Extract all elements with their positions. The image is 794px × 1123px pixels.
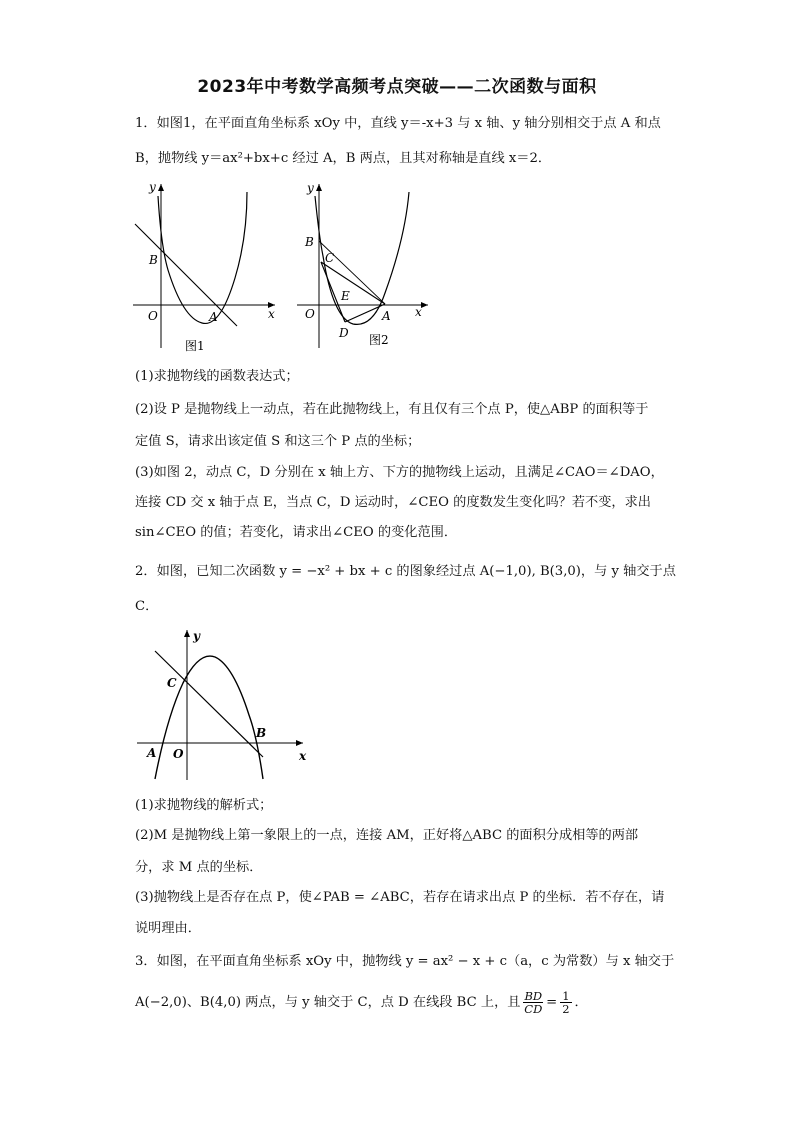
q1-figure-2 — [293, 178, 438, 358]
q2-part2-line2: 分，求 M 点的坐标． — [135, 860, 263, 875]
fig2-label-o: O — [305, 307, 315, 321]
fig1-label-y: y — [149, 180, 156, 194]
q2-part1: (1)求抛物线的解析式； — [135, 798, 273, 813]
q1-part3-line2: 连接 CD 交 x 轴于点 E，当点 C，D 运动时，∠CEO 的度数发生变化吗？若不变，求出 — [135, 495, 651, 510]
q3-frac-den: CD — [524, 1002, 543, 1016]
fig-q2-label-o: O — [173, 747, 184, 761]
q1-figure-1 — [125, 178, 285, 358]
q1-part2-line2: 定值 S，请求出该定值 S 和这三个 P 点的坐标； — [135, 434, 421, 449]
fig-q2-label-c: C — [167, 676, 177, 690]
q1-part1: (1)求抛物线的函数表达式； — [135, 369, 299, 384]
q3-line2-text: A(−2,0)、B(4,0) 两点，与 y 轴交于 C，点 D 在线段 BC 上，且 — [135, 994, 521, 1010]
fig-q2-label-x: x — [299, 749, 307, 763]
q2-part3-line2: 说明理由． — [135, 921, 201, 936]
fig2-label-x: x — [415, 305, 422, 319]
q3-half-den: 2 — [562, 1002, 570, 1016]
fig1-label-x: x — [268, 307, 275, 321]
q1-part2-line1: (2)设 P 是抛物线上一动点，若在此抛物线上，有且仅有三个点 P，使△ABP 的面积等于 — [135, 402, 649, 417]
fig2-label-y: y — [307, 181, 314, 195]
fig1-label-o: O — [148, 309, 158, 323]
fig-q2-label-b: B — [256, 726, 267, 740]
q3-eq: = — [546, 994, 558, 1010]
fig2-label-e: E — [341, 289, 350, 303]
fig1-label-a: A — [209, 310, 218, 324]
q2-figure — [133, 625, 313, 785]
fig-q2-label-y: y — [193, 629, 200, 643]
q1-statement-line2: B，抛物线 y＝ax²+bx+c 经过 A，B 两点，且其对称轴是直线 x＝2． — [135, 151, 552, 166]
fig2-label-c: C — [325, 251, 335, 265]
fig2-label-a: A — [382, 309, 391, 323]
fig-q2-label-a: A — [147, 746, 157, 760]
q3-end: ． — [574, 994, 588, 1010]
fig1-label-b: B — [149, 253, 158, 267]
fig2-label-d: D — [339, 326, 349, 340]
q2-statement-line2: C． — [135, 599, 159, 614]
fig2-caption: 图2 — [369, 333, 389, 347]
fig2-label-b: B — [305, 235, 314, 249]
q1-part3-line3: sin∠CEO 的值；若变化，请求出∠CEO 的变化范围． — [135, 525, 458, 540]
q1-part3-line1: (3)如图 2，动点 C，D 分别在 x 轴上方、下方的抛物线上运动，且满足∠CAO＝∠DAO， — [135, 465, 664, 480]
q3-fraction-half — [560, 990, 571, 1015]
q2-statement-line1: 2．如图，已知二次函数 y = −x² + bx + c 的图象经过点 A(−1,0), B(3,0)，与 y 轴交于点 — [135, 564, 676, 579]
q3-frac-num: BD — [524, 989, 543, 1003]
page-title: 2023年中考数学高频考点突破——二次函数与面积 — [197, 77, 597, 97]
q3-statement-line2 — [135, 990, 695, 1015]
fig1-caption: 图1 — [185, 339, 205, 353]
q3-fraction-bd-cd — [523, 990, 543, 1015]
q2-part3-line1: (3)抛物线上是否存在点 P，使∠PAB = ∠ABC，若存在请求出点 P 的坐标．若不存在，请 — [135, 890, 665, 905]
q3-half-num: 1 — [562, 989, 570, 1003]
q3-statement-line1: 3．如图，在平面直角坐标系 xOy 中，抛物线 y = ax² − x + c（a，c 为常数）与 x 轴交于 — [135, 954, 675, 969]
q2-part2-line1: (2)M 是抛物线上第一象限上的一点，连接 AM，正好将△ABC 的面积分成相等的两部 — [135, 828, 639, 843]
q1-statement-line1: 1．如图1，在平面直角坐标系 xOy 中，直线 y＝-x+3 与 x 轴、y 轴分别相交于点 A 和点 — [135, 116, 661, 131]
